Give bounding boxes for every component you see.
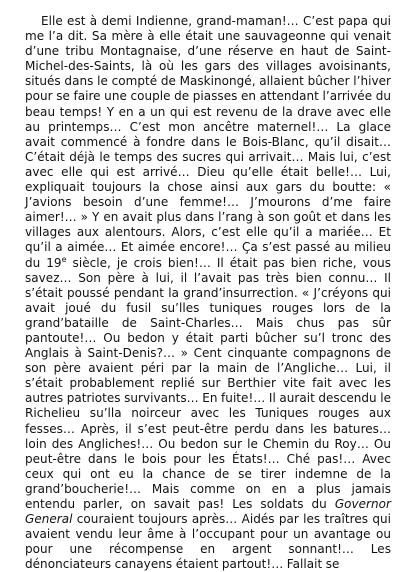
body-paragraph: [25, 14, 391, 572]
paragraph-text-part-2: siècle, je crois bien!… Il était pas bien riche, vous savez… Son père à lui, il l’avait pas très bien connu… Il s’était poussé pendant la grand’insurrection. « J’créyons qui avait joué du fusil su’lles tuniques rouges lors de la grand’bataille de Saint-Charles… Mais chus pas sûr pantoute!… Ou bedon y était parti bûcher su’l tronc des Anglais à Saint-Denis?… » Cent cinquante compagnons de son père avaient péri par la main de l’Angliche… Lui, il s’était probablement replié sur Berthier vite fait avec les autres patriotes survivants… En fuite!… Il aurait descendu le Richelieu su’lla noirceur avec les Tuniques rouges aux fesses… Après, il s’est peut-être perdu dans les batures… loin des Angliches!… Ou bedon sur le Chemin du Roy… Ou peut-être dans le bois pour les États!… Ché pas!… Avec ceux qui ont eu la chance de se tirer indemne de la grand’boucherie!… Mais comme on en a plus jamais entendu parler, on savait pas! Les soldats du: [25, 255, 391, 511]
paragraph-text-part-3: couraient toujours après… Aidés par les traîtres qui avaient vendu leur âme à l’occupant pour un avantage ou pour une récompense en argent sonnant!… Les dénonciateurs canayens étaient partout!… Fallait se: [25, 512, 391, 572]
century-superscript: e: [61, 254, 67, 264]
document-page: [25, 14, 391, 572]
paragraph-text-part-1: Elle est à demi Indienne, grand-maman!… C’est papa qui me l’a dit. Sa mère à elle était une sauvageonne qui venait d’une tribu Montagnaise, d’une réserve en haut de Saint-Michel-des-Saints, là où les gars des villages avoisinants, situés dans le compté de Maskinongé, allaient bûcher l’hiver pour se faire une couple de piasses en attendant l’arrivée du beau temps! Y en a un qui est revenu de la drave avec elle au printemps… C’est mon ancêtre maternel!… La glace avait commencé à fondre dans le Bois-Blanc, qu’il disait… C’était déjà le temps des sucres qui arrivait… Mais lui, c’est avec elle qui est arrivé… Dieu qu’elle était belle!… Lui, expliquait toujours la chose ainsi aux gars du boutte: « J’avions besoin d’une femme!… J’mourons d’me faire aimer!… » Y en avait plus dans l’rang à son goût et dans les villages aux alentours. Alors, c’est elle qu’il a mariée… Et qu’il a aimée… Et aimée encore!… Ça s’est passé au milieu du 19: [25, 14, 391, 270]
governor-general-italic: Governor General: [25, 497, 391, 527]
